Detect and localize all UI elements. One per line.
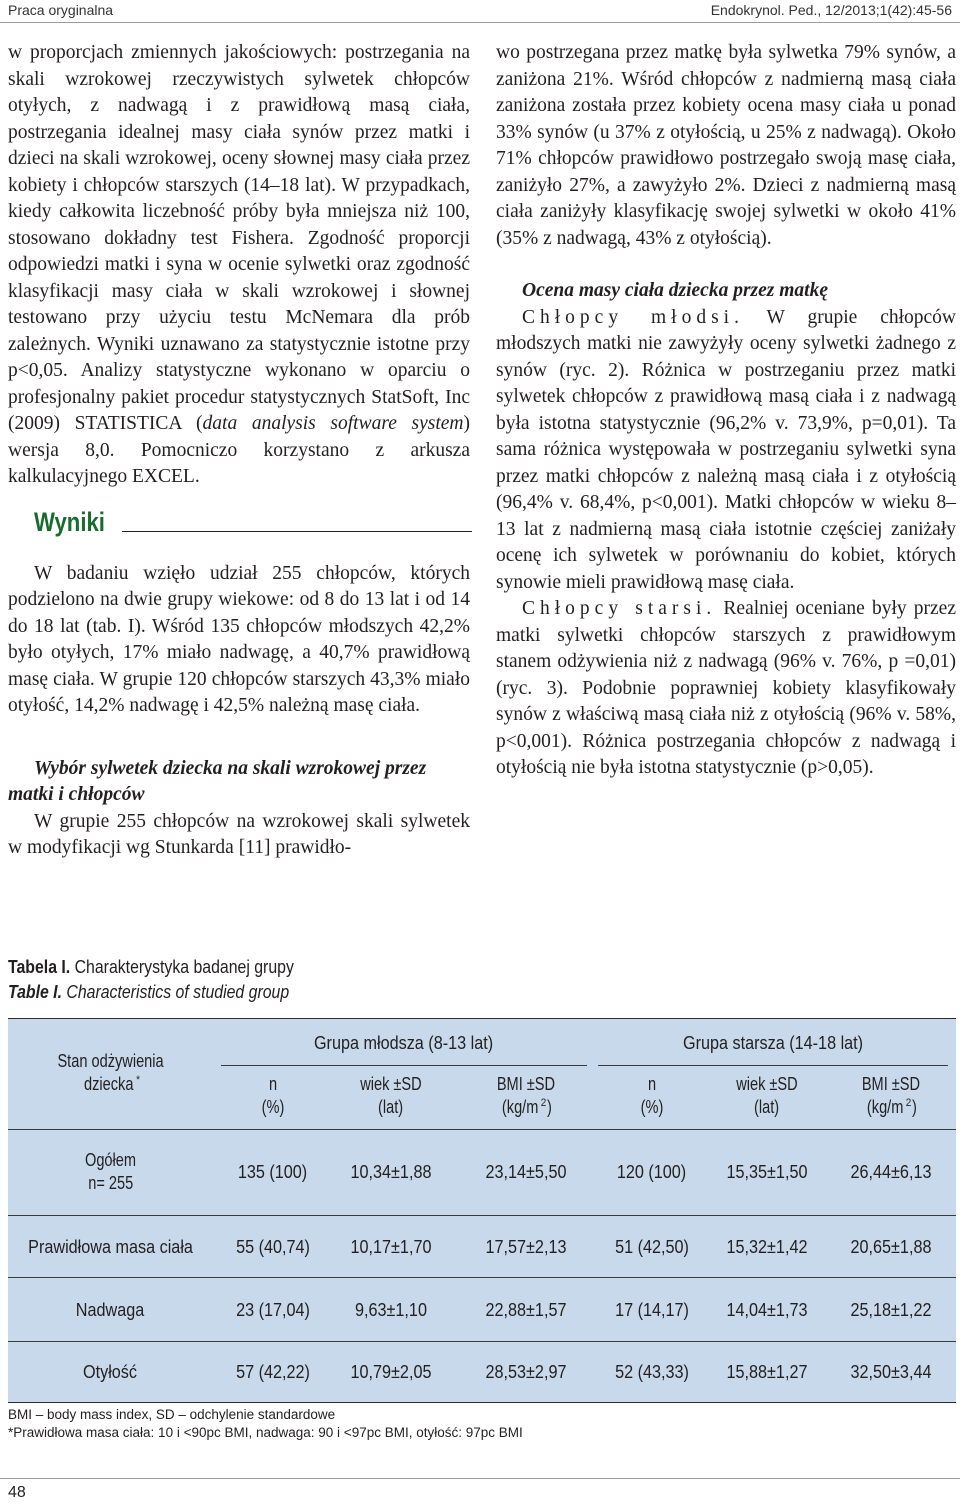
table-row-label: Nadwaga — [76, 1299, 145, 1320]
header-bmi-old: BMI ±SD (kg/m $^2$) — [861, 1074, 920, 1117]
page-number: 48 — [8, 1484, 26, 1501]
older-boys-paragraph: Chłopcy starsi. Realniej oceniane były przez matki sylwetki chłopców starszych z prawidłowym stanem odżywienia niż z nadwagą (96% v. 76%, p =0,01) (ryc. 3). Podobnie poprawniej kobiety klasyfikowały synów z właściwą masą ciała niż z otyłością (96% v. 58%, p<0,001). Różnica postrzegania chłopców z nadwagą i otyłością nie była istotna statystycznie (p>0,05). — [496, 598, 956, 778]
table-cell: 120 (100) — [617, 1161, 687, 1182]
header-divider — [0, 22, 960, 23]
group-underline-younger — [221, 1065, 587, 1066]
table-cell: 55 (40,74) — [236, 1236, 310, 1257]
table-footnote-definitions: *Prawidłowa masa ciała: 10 i <90pc BMI, nadwaga: 90 i <97pc BMI, otyłość: 97pc BMI — [8, 1425, 523, 1440]
table-cell: 20,65±1,88 — [850, 1236, 931, 1257]
table-cell: 9,63±1,10 — [355, 1299, 427, 1320]
table-cell: 10,17±1,70 — [350, 1236, 432, 1257]
characteristics-table — [8, 1018, 956, 1403]
header-group-older: Grupa starsza (14-18 lat) — [682, 1032, 864, 1053]
table-cell: 10,79±2,05 — [350, 1361, 432, 1382]
methods-paragraph: w proporcjach zmiennych jakościowych: postrzegania na skali wzrokowej rzeczywistych sylwetek chłopców otyłych, z nadwagą i z prawidłową masą ciała, postrzegania idealnej masy ciała synów przez matki i dzieci na skali wzrokowej, oceny słownej masy ciała przez kobiety i chłopców starszych (14–18 lat). W przypadkach, kiedy całkowita liczebność próby była mniejsza niż 100, stosowano dokładny test Fishera. Zgodność proporcji odpowiedzi matki i syna w ocenie sylwetki oraz zgodność klasyfikacji masy ciała w skali wzrokowej i słownej testowano przy użyciu testu McNemara dla prób zależnych. Wyniki uznawano za statystycznie istotne przy p<0,05. Analizy statystyczne wykonano w oparciu o profesjonalny pakiet procedur statystycznych StatSoft, Inc (2009) STATISTICA (data analysis software system) wersja 8,0. Pomocniczo korzystano z arkusza kalkulacyjnego EXCEL. — [8, 42, 470, 487]
header-nutritional-status: Stan odżywienia dziecka * — [57, 1051, 164, 1094]
younger-boys-paragraph: Chłopcy młodsi. W grupie chłopców młodszych matki nie zawyżyły oceny sylwetki żadnego z synów (ryc. 2). Różnica w postrzeganiu przez matki sylwetek chłopców z prawidłową masą ciała i z nadwagą była istotna statystycznie (96,2% v. 73,9%, p=0,01). Ta sama różnica występowała w postrzeganiu sylwetki syna przez matki chłopców z należną masą ciała i z otyłością (96,4% v. 68,4%, p<0,001). Matki chłopców w wieku 8–13 lat z nadmierną masą ciała istotnie częściej zaniżały ocenę ich sylwetek w porównaniu do kobiet, których synowie mieli prawidłową masę ciała. — [496, 306, 956, 593]
section-title-results: Wyniki — [34, 506, 105, 537]
table-cell: 15,32±1,42 — [726, 1236, 808, 1257]
table-cell: 15,88±1,27 — [726, 1361, 808, 1382]
table-cell: 23,14±5,50 — [485, 1161, 567, 1182]
table-cell: 51 (42,50) — [615, 1236, 689, 1257]
silhouettes-paragraph: W grupie 255 chłopców na wzrokowej skali sylwetek w modyfikacji wg Stunkarda [11] prawidło- — [8, 810, 470, 858]
table-cell: 25,18±1,22 — [850, 1299, 931, 1320]
header-age-old: wiek ±SD (lat) — [736, 1074, 798, 1117]
subsection-heading-mother-assessment: Ocena masy ciała dziecka przez matkę — [522, 280, 828, 301]
journal-citation: Endokrynol. Ped., 12/2013;1(42):45-56 — [710, 2, 952, 18]
table-row-label: Otyłość — [83, 1361, 138, 1382]
header-n-young: n (%) — [261, 1074, 285, 1117]
table-caption — [8, 955, 333, 1005]
table-caption-en: Table I. Characteristics of studied group — [8, 982, 290, 1002]
table-cell: 52 (43,33) — [615, 1361, 689, 1382]
table-cell: 15,35±1,50 — [726, 1161, 808, 1182]
header-group-younger: Grupa młodsza (8-13 lat) — [314, 1032, 494, 1053]
table-cell: 32,50±3,44 — [850, 1361, 931, 1382]
journal-section-label: Praca oryginalna — [8, 2, 114, 18]
header-n-old: n (%) — [640, 1074, 664, 1117]
continued-paragraph: wo postrzegana przez matkę była sylwetka 79% synów, a zaniżona 21%. Wśród chłopców z nadmierną masą ciała zaniżona została przez kobiety ocena masy ciała u ponad 33% synów (u 37% z otyłością, u 25% z nadwagą). Około 71% chłopców prawidłowo postrzegało swoją masę ciała, zaniżyło 27%, a zawyżyło 2%. Dzieci z nadmierną masą ciała zaniżyły klasyfikację swojej sylwetki w około 41% (35% z nadwagą, 43% z otyłością). — [496, 42, 956, 249]
table-cell: 10,34±1,88 — [350, 1161, 432, 1182]
subsection-heading-silhouettes: Wybór sylwetek dziecka na skali wzrokowej przez matki i chłopców — [8, 757, 427, 805]
header-age-young: wiek ±SD (lat) — [360, 1074, 422, 1117]
table-cell: 14,04±1,73 — [726, 1299, 808, 1320]
section-heading — [34, 505, 470, 539]
group-underline-older — [598, 1065, 948, 1066]
table-cell: 17,57±2,13 — [485, 1236, 567, 1257]
table-row-label: Prawidłowa masa ciała — [28, 1236, 193, 1257]
table-cell: 26,44±6,13 — [850, 1161, 931, 1182]
footer-divider — [0, 1478, 960, 1479]
table-cell: 23 (17,04) — [236, 1299, 310, 1320]
header-bmi-young: BMI ±SD (kg/m $^2$) — [496, 1074, 556, 1117]
table-cell: 17 (14,17) — [615, 1299, 689, 1320]
table-row-label: Ogółem n= 255 — [84, 1150, 137, 1193]
right-column — [496, 40, 956, 782]
table-footnote-abbreviations: BMI – body mass index, SD – odchylenie standardowe — [8, 1407, 336, 1422]
section-underline — [122, 531, 472, 532]
table-cell: 22,88±1,57 — [485, 1299, 567, 1320]
table-caption-pl: Tabela I. Charakterystyka badanej grupy — [8, 957, 294, 977]
left-column — [8, 40, 470, 862]
results-paragraph: W badaniu wzięło udział 255 chłopców, których podzielono na dwie grupy wiekowe: od 8 do 13 lat i od 14 do 18 lat (tab. I). Wśród 135 chłopców młodszych 42,2% było otyłych, 17% miało nadwagę, a 40,7% prawidłową masę ciała. W grupie 120 chłopców starszych 43,3% miało otyłość, 14,2% nadwagę i 42,5% należną masę ciała. — [8, 562, 470, 716]
table-cell: 28,53±2,97 — [485, 1361, 567, 1382]
table-cell: 57 (42,22) — [236, 1361, 310, 1382]
table-cell: 135 (100) — [238, 1161, 308, 1182]
